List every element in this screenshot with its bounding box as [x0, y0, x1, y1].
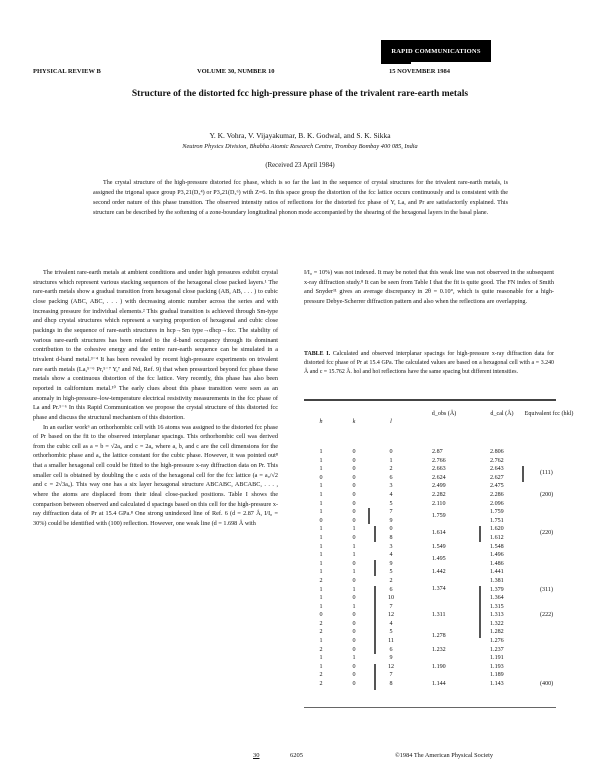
table-row: 1 1 0 1.614 1.620 (220) [319, 526, 554, 537]
body-paragraph: In an earlier work⁶ an orthorhombic cell with 16 atoms was assigned to the distorted fcc phase of Pr based on the fit to the observed interplanar spacings. This orthorhombic cell was derived from the cubic cell as a = b = √2a₀ and c = 2a₀ where a, b, and c are the cell dimensions for the orthorhombic phase and a₀ the lattice constant for the cubic phase. However, it was pointed out⁸ that a smaller hexagonal cell could be fitted to the high-pressure x-ray diffraction data on Pr. This smaller cell is obtained by doubling the c axis of the hexagonal cell for the fcc lattice (a = a₀/√2 and c = 2√3a₀). This way one has a six layer hexagonal structure ABCABC, ABCABC, . . . , where the atoms are displaced from their ideal close-packed positions. Table I shows the comparison between observed and calculated d spacings based on this cell for the high-pressure x-ray diffraction data of Pr at 15.4 GPa.⁸ One strong unindexed line of Ref. 6 (d = 2.87 Å, I/I₀ = 30%) could be identified with (100) reflection. However, one weak line (d = 1.698 Å with [33, 423, 278, 528]
volume-number: VOLUME 30, NUMBER 10 [197, 68, 275, 75]
group-bracket [374, 586, 376, 612]
authors: Y. K. Vohra, V. Vijayakumar, B. K. Godwal, and S. K. Sikka [209, 131, 391, 140]
table-row: 1 0 8 1.612 [319, 534, 504, 541]
table-row: 1 0 1 2.766 2.762 [319, 457, 504, 464]
journal-name: PHYSICAL REVIEW B [33, 68, 101, 75]
table-row: 1 0 3 2.499 2.475 [319, 483, 504, 490]
body-paragraph: The trivalent rare-earth metals at ambient conditions and under high pressures exhibit crystal structures which represent various stacking sequences of the hexagonal close packed layers.¹ The rare-earth metals show a gradual transition from hexagonal close packing (AB, AB, . . . ) to cubic close packing (ABC, ABC, . . . ) with decreasing atomic number across the series and with increasing pressure for individual elements.² This gradual transition is achieved through Sm-type and dhcp crystal structures which represent a varying proportion of hexagonal and cubic close packings in the sequence of rare-earth structures in hcp→Sm type→dhcp→fcc. The stability of various rare-earth structures has been related to the d-band occupancy through its dominant contribution to the cohesive energy and the entire rare-earth sequence can be simulated in a trivalent d-band metal.³⁻⁴ It has been revealed by recent high-pressure experiments on trivalent rare earth metals (La,⁵⁻⁶ Pr,⁵⁻⁷ Y,⁷ and Nd, Ref. 9) that when pressurized beyond fcc phase these metals show a continuous distortion of the fcc lattice. Very recently, this phase has also been reported in californium metal.¹⁰ The early clues about this phase transition were seen as an anomaly in high-pressure–low-temperature electrical resistivity measurements in the fcc phase of La and Pr.⁵⁻⁶ In this Rapid Communication we propose the crystal structure of this distorted fcc phase and discuss the structural mechanism of this distortion. [33, 269, 278, 421]
rapid-communications-badge: RAPID COMMUNICATIONS [381, 40, 491, 62]
table-top-rule [304, 399, 556, 401]
affiliation: Neutron Physics Division, Bhabha Atomic Research Centre, Trombay Bombay 400 085, India [182, 143, 418, 150]
table-row: 1 1 7 1.311 1.315 [319, 603, 504, 618]
table-body [304, 448, 556, 689]
table-row: 1 0 4 2.282 2.286 (200) [319, 491, 554, 498]
table-row: 1 1 4 1.495 1.496 [319, 552, 504, 563]
col-header-dcal: d_cal (Å) [490, 411, 514, 417]
group-bracket [479, 526, 481, 542]
col-header-dobs: d_obs (Å) [431, 411, 457, 417]
table-row: 2 0 2 1.374 1.381 [319, 577, 504, 592]
group-bracket [522, 466, 524, 482]
footer-page-number: 6205 [290, 752, 303, 759]
table-row: 1 1 6 1.379 (311) [319, 586, 553, 593]
table-row: 2 0 8 1.144 1.143 (400) [319, 681, 554, 688]
journal-header [33, 68, 558, 80]
group-bracket [374, 612, 376, 638]
body-left-column [33, 268, 278, 529]
group-bracket [374, 664, 376, 690]
issue-date: 15 NOVEMBER 1984 [389, 68, 451, 75]
table-caption-text: Calculated and observed interplanar spacings for high-pressure x-ray diffraction data for distorted fcc phase of Pr at 15.4 GPa. The calculated values are based on a hexagonal cell with a = 3.240 Å and c = 15.762 Å. hol and hoī reflections have the same spacing but different intensities. [304, 351, 554, 376]
badge-underline [381, 62, 411, 64]
received-date: (Received 23 April 1984) [265, 162, 335, 169]
table-row: 0 0 9 1.751 [319, 517, 504, 524]
table-caption-label: TABLE I. [304, 351, 331, 357]
group-bracket [368, 508, 370, 524]
table-row: 2 0 4 1.322 [319, 620, 504, 627]
body-right-column: I/I₀ = 10%) was not indexed. It may be noted that this weak line was not observed in the subsequent x-ray diffraction study.⁸ It can be seen from Table I that the fit is quite good. The FN index of Smith and Snyder¹¹ gives an average discrepancy in 2θ = 0.10°, which is quite reasonable for a high-pressure Debye-Scherrer diffraction pattern and also when the reflections are overlapping. [304, 269, 554, 305]
col-header-fcc: Equivalent fcc (hkl) [524, 411, 574, 417]
abstract: The crystal structure of the high-pressure distorted fcc phase, which is so far the last in the sequence of crystal structures for the trivalent rare-earth metals, is assigned the trigonal space group P3₁21(D₃⁴) or P3₂21(D₃⁶) with Z=6. In this space group the distortion of the fcc lattice occurs continuously and is consistent with the second order nature of this phase transition. The observed intensity ratios of reflections for the distorted fcc phase of Y, La, and Pr are satisfactorily explained. This structure can be described by the softening of a zone-boundary longitudinal phonon mode accompanied by the shearing of the hexagonal layers in the basal plane. [93, 180, 508, 217]
table-caption [304, 350, 554, 377]
table-row: 1 0 5 2.110 2.096 [319, 500, 504, 507]
table-row: 2 0 6 1.232 1.237 [319, 646, 504, 653]
paper-title: Structure of the distorted fcc high-pressure phase of the trivalent rare-earth metals [131, 89, 469, 99]
table-row: 1 0 9 1.486 [319, 560, 504, 567]
table-row: 1 0 0 2.87 2.806 [319, 449, 504, 455]
table-bottom-rule [304, 707, 556, 708]
table-row: 1 0 12 1.190 1.193 [319, 663, 504, 670]
group-bracket [374, 526, 376, 542]
table-row: 1 1 3 1.549 1.548 [319, 543, 504, 550]
table-row: 2 0 5 1.278 1.282 [319, 629, 504, 640]
table-row: 1 0 10 1.364 [319, 595, 504, 602]
table-row: 0 0 12 1.313 (222) [319, 612, 554, 619]
group-bracket [479, 586, 481, 638]
col-header-l: l [390, 419, 392, 425]
col-header-k: k [352, 419, 356, 425]
group-bracket [374, 638, 376, 654]
footer-copyright: ©1984 The American Physical Society [395, 752, 494, 759]
table-row: 1 1 5 1.442 1.441 [319, 569, 504, 576]
table-row: 0 0 6 2.624 2.627 [319, 474, 504, 481]
table-row: 1 0 2 2.663 2.643 (111) [319, 466, 553, 477]
group-bracket [374, 560, 376, 576]
table-row: 1 0 7 1.759 1.759 [319, 509, 504, 520]
table-header [304, 410, 574, 440]
footer-volume: 30 [253, 752, 260, 759]
table-row: 2 0 7 1.189 [319, 672, 504, 679]
table-row: 1 1 9 1.191 [319, 655, 504, 662]
table-row: 1 0 11 1.276 [319, 638, 504, 645]
col-header-h: h [319, 419, 323, 425]
